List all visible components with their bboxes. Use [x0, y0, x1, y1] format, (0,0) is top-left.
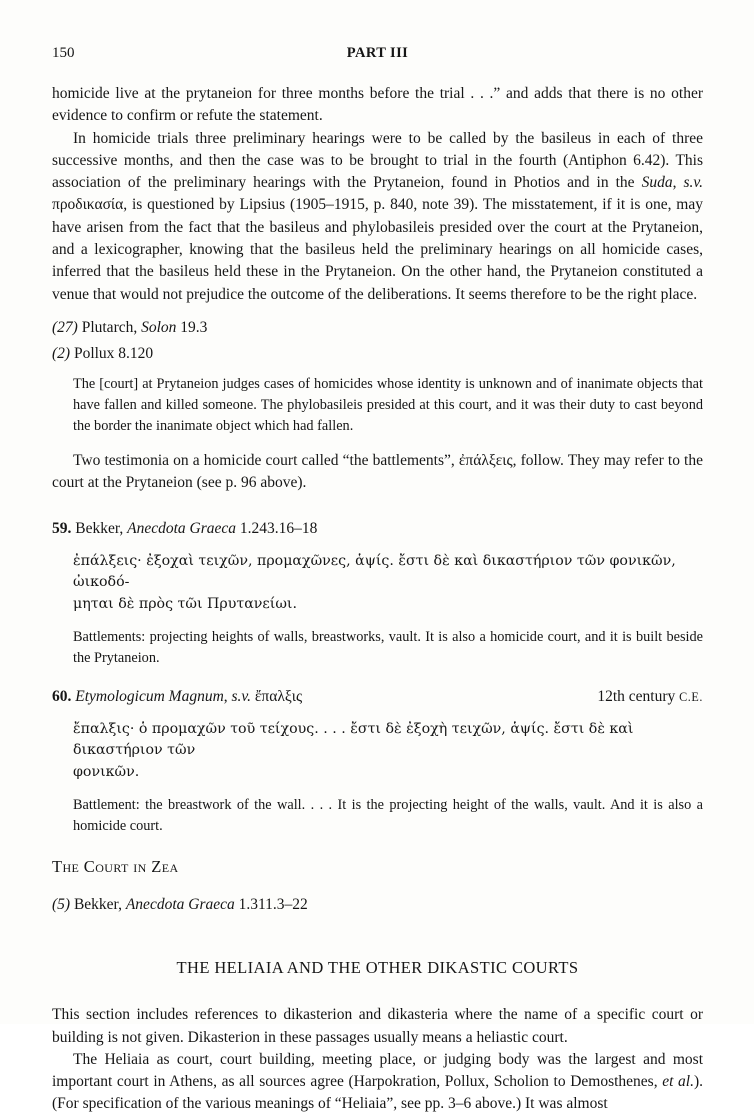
page-number: 150 — [52, 45, 75, 61]
paragraph-section-intro: This section includes references to dikasterion and dikasteria where the name of a specific court or building is not given. Dikasterion in these passages usually means a heliastic court. — [52, 1006, 703, 1046]
translation-59: Battlements: projecting heights of walls, breastworks, vault. It is also a homicide court, and it is built beside the Prytaneion. — [73, 628, 703, 666]
paragraph-preliminary-hearings: In homicide trials three preliminary hearings were to be called by the basileus in each of three successive months, and then the case was to be brought to trial in the fourth (Antiphon 6.42). This association of the preliminary hearings with the Prytaneion, found in Photios and in the Suda, s.v. προδικασία, is questioned by Lipsius (1905–1915, p. 840, note 39). The misstatement, if it is one, may have arisen from the fact that the basileus and phylobasileis presided over the court at the Prytaneion, and a lexicographer, knowing that the basileus held the preliminary hearings on all homicide cases, inferred that the basileus held these in the Prytaneion. On the other hand, the Prytaneion constituted a venue that would not prejudice the outcome of the deliberations. It seems therefore to be the right place. — [52, 129, 703, 303]
translation-60: Battlement: the breastwork of the wall. . . . It is the projecting height of the walls, vault. And it is also a homicide court. — [73, 796, 703, 834]
greek-text-60: ἔπαλξις· ὁ προμαχῶν τοῦ τείχους. . . . ἔστι δὲ ἐξοχὴ τειχῶν, ἁψίς. ἔστι δὲ καὶ δικαστήριον τῶν φονικῶν. — [73, 720, 634, 781]
entry-60-date: 12th century C.E. — [597, 687, 703, 705]
running-head — [52, 45, 703, 62]
paragraph-heliaia-court: The Heliaia as court, court building, meeting place, or judging body was the largest and most important court in Athens, as all sources agree (Harpokration, Pollux, Scholion to Demosthenes, et al.). (For specification of the various meanings of “Heliaia”, see pp. 3–6 above.) It was almost — [52, 1050, 703, 1113]
entry-27-plutarch: (27) Plutarch, Solon 19.3 — [52, 318, 208, 336]
greek-text-59: ἐπάλξεις· ἐξοχαὶ τειχῶν, προμαχῶνες, ἁψίς. ἔστι δὲ καὶ δικαστήριον τῶν φονικῶν, ὠικοδό- μηται δὲ πρὸς τῶι Πρυτανείωι. — [73, 552, 676, 612]
quote-pollux-translation: The [court] at Prytaneion judges cases of homicides whose identity is unknown and of inanimate objects that have fallen and killed someone. The phylobasileis presided at this court, and it was their duty to cast beyond the border the inanimate object which had fallen. — [73, 375, 703, 434]
heading-court-in-zea: The Court in Zea — [52, 856, 179, 876]
entry-60-row — [52, 686, 703, 708]
paragraph-two-testimonia: Two testimonia on a homicide court called “the battlements”, ἐπάλξεις, follow. They may refer to the court at the Prytaneion (see p. 96 above). — [52, 451, 703, 492]
paragraph-homicide-intro: homicide live at the prytaneion for three months before the trial . . .” and adds that there is no other evidence to confirm or refute the statement. — [52, 85, 703, 125]
section-heading-heliaia: THE HELIAIA AND THE OTHER DIKASTIC COURTS — [176, 958, 579, 978]
entry-5-bekker: (5) Bekker, Anecdota Graeca 1.311.3–22 — [52, 896, 308, 914]
part-title: PART III — [346, 45, 409, 61]
entry-60-etymologicum: 60. Etymologicum Magnum, s.v. ἔπαλξις — [52, 687, 303, 705]
entry-59-bekker: 59. Bekker, Anecdota Graeca 1.243.16–18 — [52, 519, 318, 537]
entry-2-pollux: (2) Pollux 8.120 — [52, 344, 154, 362]
